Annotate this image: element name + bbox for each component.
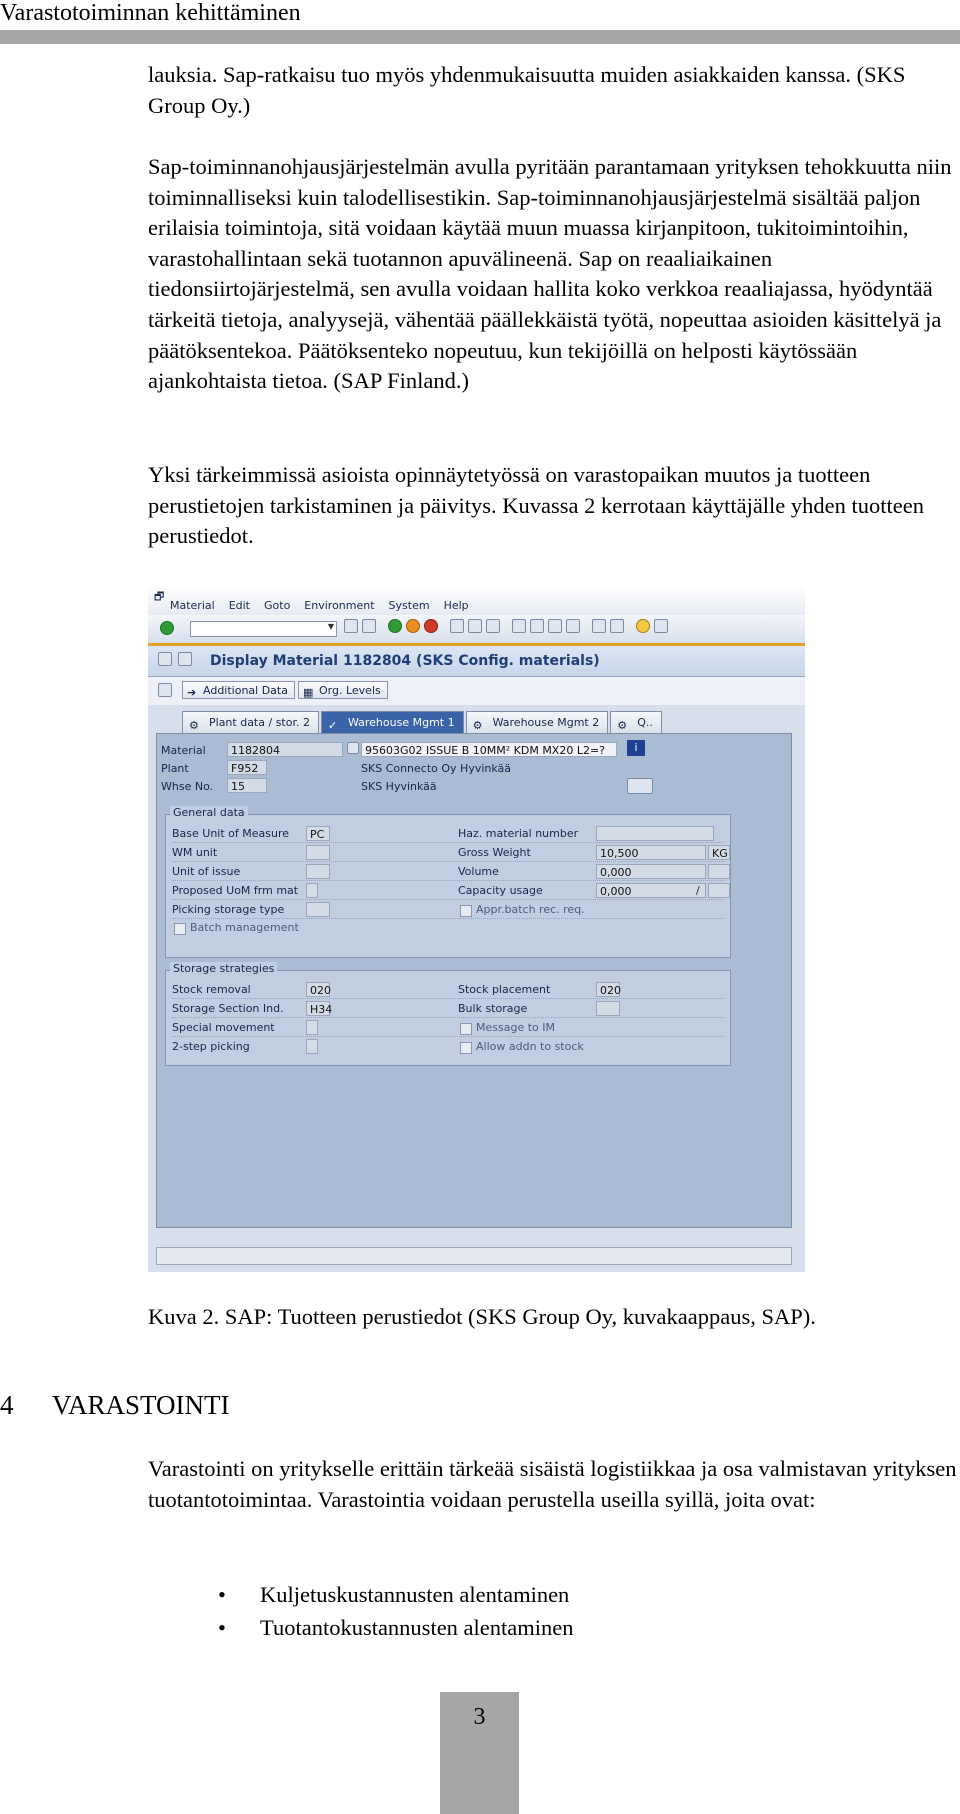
org-levels-icon: ▦ xyxy=(303,686,314,699)
tab-status-icon: ⚙ xyxy=(617,719,628,732)
sap-screenshot xyxy=(148,587,805,1272)
new-session-icon[interactable] xyxy=(592,619,606,633)
unit-of-issue-label: Unit of issue xyxy=(172,865,241,878)
arrow-right-icon: ➔ xyxy=(187,686,197,699)
material-field[interactable]: 1182804 xyxy=(227,742,343,757)
help-icon[interactable] xyxy=(636,619,650,633)
batch-management-label: Batch management xyxy=(190,921,299,934)
capacity-unit-field[interactable] xyxy=(708,883,730,898)
storage-section-label: Storage Section Ind. xyxy=(172,1002,284,1015)
proposed-uom-field[interactable] xyxy=(306,883,318,898)
enter-icon[interactable] xyxy=(160,621,174,635)
back-icon[interactable] xyxy=(388,619,402,633)
header-rule xyxy=(0,30,960,44)
two-step-picking-label: 2-step picking xyxy=(172,1040,250,1053)
menu-system[interactable]: System xyxy=(388,599,430,612)
material-label: Material xyxy=(161,744,206,757)
layout-icon[interactable] xyxy=(654,619,668,633)
tab-warehouse-mgmt-1[interactable]: ✓ Warehouse Mgmt 1 xyxy=(321,711,464,733)
storage-strategies-title: Storage strategies xyxy=(170,962,277,975)
unit-of-issue-field[interactable] xyxy=(306,864,330,879)
tab-quality[interactable]: ⚙ Q.. xyxy=(610,711,662,733)
list-item: • Kuljetuskustannusten alentaminen xyxy=(210,1578,574,1611)
batch-management-checkbox[interactable] xyxy=(174,923,186,935)
whse-description: SKS Hyvinkää xyxy=(361,780,437,793)
first-page-icon[interactable] xyxy=(512,619,526,633)
stock-placement-field[interactable]: 020 xyxy=(596,982,620,997)
print-icon[interactable] xyxy=(450,619,464,633)
tab-status-icon: ⚙ xyxy=(189,719,199,732)
stock-placement-label: Stock placement xyxy=(458,983,551,996)
dropdown-icon[interactable]: ▼ xyxy=(327,622,334,631)
capacity-usage-label: Capacity usage xyxy=(458,884,543,897)
two-step-picking-field[interactable] xyxy=(306,1039,318,1054)
gross-weight-unit-field[interactable]: KG xyxy=(708,845,730,860)
sap-tab-panel xyxy=(156,733,792,1228)
proposed-uom-label: Proposed UoM frm mat xyxy=(172,884,299,897)
stock-removal-field[interactable]: 020 xyxy=(306,982,330,997)
previous-page-icon[interactable] xyxy=(530,619,544,633)
picking-storage-type-label: Picking storage type xyxy=(172,903,285,916)
running-header-title: Varastotoiminnan kehittäminen xyxy=(0,0,301,26)
special-movement-label: Special movement xyxy=(172,1021,275,1034)
storage-section-field[interactable]: H34 xyxy=(306,1001,330,1016)
tab-status-icon: ✓ xyxy=(327,719,338,732)
cancel-icon[interactable] xyxy=(424,619,438,633)
base-uom-field[interactable]: PC xyxy=(306,826,330,841)
plant-description: SKS Connecto Oy Hyvinkää xyxy=(361,762,512,775)
gross-weight-label: Gross Weight xyxy=(458,846,531,859)
sap-tabstrip xyxy=(182,711,662,733)
find-icon[interactable] xyxy=(468,619,482,633)
picking-storage-type-field[interactable] xyxy=(306,902,330,917)
sap-title-bar xyxy=(148,646,805,677)
whse-label: Whse No. xyxy=(161,780,214,793)
menu-flag-icon[interactable]: 🗗 xyxy=(154,590,165,603)
plant-field[interactable]: F952 xyxy=(227,760,267,775)
tab-plant-data[interactable]: ⚙ Plant data / stor. 2 xyxy=(182,711,319,733)
paragraph-3: Yksi tärkeimmissä asioista opinnäytetyössä on varastopaikan muutos ja tuotteen perustietojen tarkistaminen ja päivitys. Kuvassa 2 kerrotaan käyttäjälle yhden tuotteen perustiedot. xyxy=(148,462,925,549)
general-data-group xyxy=(165,806,731,958)
back-arrow-icon[interactable] xyxy=(344,619,358,633)
sap-menubar xyxy=(148,587,805,616)
allow-addn-checkbox[interactable] xyxy=(460,1042,472,1054)
sap-screen-title: Display Material 1182804 (SKS Config. materials) xyxy=(210,653,600,669)
allow-addn-label: Allow addn to stock xyxy=(476,1040,584,1053)
stock-removal-label: Stock removal xyxy=(172,983,251,996)
paragraph-2: Sap-toiminnanohjausjärjestelmän avulla pyritään parantamaan yrityksen tehokkuutta niin toiminnalliseksi kuin talodellisestikin. Sap-toiminnanohjausjärjestelmä sisältää paljon erilaisia toimintoja, sitä voidaan käytää muun muassa kirjanpitoon, tukitoimintoihin, varastohallintaan sekä tuotannon apuvälineenä. Sap on reaaliaikainen tiedonsiirtojärjestelmä, sen avulla voidaan hallita koko verkkoa reaaliajassa, hyödyntää tärkeitä tietoja, analyysejä, vähentää päällekkäistä työtä, nopeuttaa asioiden käsittelyä ja päätöksentekoa. Päätöksenteko nopeutuu, kun tekijöillä on helposti käytössään ajankohtaista tietoa. (SAP Finland.) xyxy=(148,154,952,394)
exit-icon[interactable] xyxy=(406,619,420,633)
wm-unit-label: WM unit xyxy=(172,846,218,859)
org-levels-button[interactable]: ▦ Org. Levels xyxy=(298,681,388,699)
last-page-icon[interactable] xyxy=(566,619,580,633)
volume-label: Volume xyxy=(458,865,499,878)
display-icon[interactable] xyxy=(158,652,172,666)
material-search-icon[interactable] xyxy=(347,742,359,754)
info-icon[interactable]: i xyxy=(627,740,645,756)
whse-field[interactable]: 15 xyxy=(227,778,267,793)
tab-status-icon: ⚙ xyxy=(472,719,483,732)
glasses-icon[interactable] xyxy=(627,778,653,794)
sap-status-bar xyxy=(156,1247,792,1265)
haz-material-field[interactable] xyxy=(596,826,714,841)
page-number: 3 xyxy=(440,1692,519,1814)
sap-application-toolbar xyxy=(148,677,805,706)
doc-icon[interactable] xyxy=(178,652,192,666)
figure-caption: Kuva 2. SAP: Tuotteen perustiedot (SKS Group Oy, kuvakaappaus, SAP). xyxy=(148,1304,816,1329)
bulk-storage-label: Bulk storage xyxy=(458,1002,528,1015)
section-paragraph: Varastointi on yritykselle erittäin tärkeää sisäistä logistiikkaa ja osa valmistavan yrityksen tuotantotoimintaa. Varastointia voidaan perustella useilla syillä, joita ovat: xyxy=(148,1456,957,1512)
find-next-icon[interactable] xyxy=(486,619,500,633)
additional-data-button[interactable]: ➔ Additional Data xyxy=(182,681,295,699)
appr-batch-checkbox[interactable] xyxy=(460,905,472,917)
paragraph-1: lauksia. Sap-ratkaisu tuo myös yhdenmukaisuutta muiden asiakkaiden kanssa. (SKS Group Oy.) xyxy=(148,62,906,118)
gross-weight-field[interactable]: 10,500 xyxy=(596,845,706,860)
next-page-icon[interactable] xyxy=(548,619,562,633)
sap-toolbar xyxy=(148,615,805,646)
menu-material[interactable]: Material xyxy=(170,599,215,612)
special-movement-field[interactable] xyxy=(306,1020,318,1035)
list-item: • Tuotantokustannusten alentaminen xyxy=(210,1611,574,1644)
bullet-list xyxy=(210,1578,574,1644)
wm-unit-field[interactable] xyxy=(306,845,330,860)
volume-field[interactable]: 0,000 xyxy=(596,864,706,879)
menu-environment[interactable]: Environment xyxy=(304,599,375,612)
bulk-storage-field[interactable] xyxy=(596,1001,620,1016)
plant-label: Plant xyxy=(161,762,189,775)
menu-edit[interactable]: Edit xyxy=(228,599,250,612)
haz-material-label: Haz. material number xyxy=(458,827,579,840)
section-number: 4 xyxy=(0,1390,14,1420)
tab-warehouse-mgmt-2[interactable]: ⚙ Warehouse Mgmt 2 xyxy=(466,711,609,733)
message-to-im-label: Message to IM xyxy=(476,1021,555,1034)
message-to-im-checkbox[interactable] xyxy=(460,1023,472,1035)
other-material-icon[interactable] xyxy=(158,683,172,697)
menu-goto[interactable]: Goto xyxy=(264,599,291,612)
general-data-title: General data xyxy=(170,806,248,819)
storage-strategies-group xyxy=(165,962,731,1066)
menu-help[interactable]: Help xyxy=(443,599,469,612)
capacity-separator: / xyxy=(696,884,700,897)
command-field[interactable] xyxy=(190,621,337,637)
section-heading xyxy=(0,1390,230,1421)
appr-batch-label: Appr.batch rec. req. xyxy=(476,903,585,916)
shortcut-icon[interactable] xyxy=(610,619,624,633)
volume-unit-field[interactable] xyxy=(708,864,730,879)
base-uom-label: Base Unit of Measure xyxy=(172,827,290,840)
capacity-usage-field[interactable]: 0,000 xyxy=(596,883,706,898)
save-icon[interactable] xyxy=(362,619,376,633)
section-title: VARASTOINTI xyxy=(52,1390,230,1420)
material-description-field[interactable]: 95603G02 ISSUE B 10MM² KDM MX20 L2=? xyxy=(361,742,617,757)
